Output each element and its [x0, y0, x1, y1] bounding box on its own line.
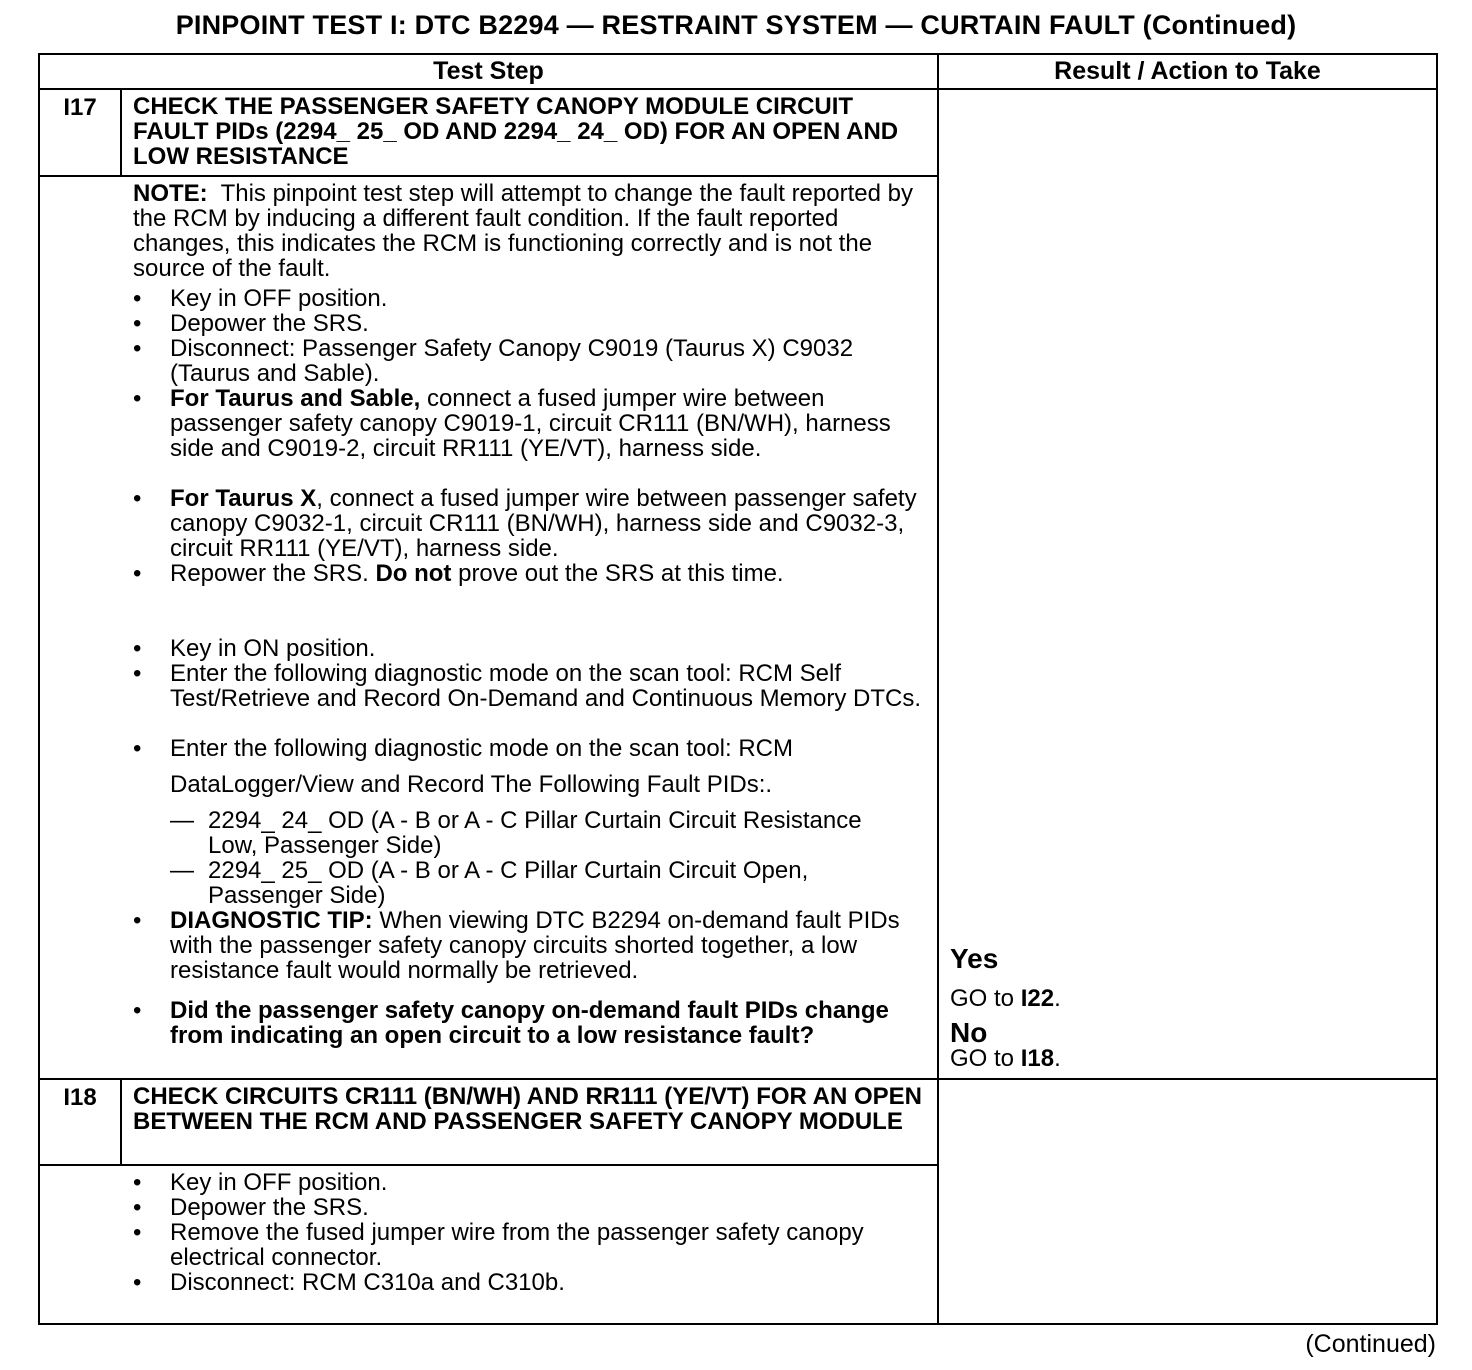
list-item-text: Disconnect: Passenger Safety Canopy C9019 (Taurus X) C9032 (Taurus and Sable).: [170, 335, 854, 387]
goto-link-i22[interactable]: I22: [1020, 985, 1055, 1012]
list-item-text: Depower the SRS.: [170, 310, 369, 337]
diagnostic-tip-label: DIAGNOSTIC TIP:: [170, 907, 373, 934]
step-number-i18: I18: [63, 1084, 97, 1111]
list-item-text: Key in OFF position.: [170, 1169, 388, 1196]
i18-heading-divider: [38, 1164, 938, 1166]
note-text: This pinpoint test step will attempt to change the fault reported by the RCM by inducing a different fault condition. If the fault reported changes, this indicates the RCM is functioning correctly and is not the source of the fault.: [133, 180, 913, 282]
list-item-text: [170, 561, 930, 586]
note-label: NOTE:: [133, 180, 208, 207]
list-item-continuation: DataLogger/View and Record The Following Fault PIDs:.: [170, 771, 773, 798]
bold-label: For Taurus and Sable,: [170, 385, 421, 412]
continued-label: (Continued): [1305, 1330, 1436, 1358]
goto-prefix: GO to: [950, 1045, 1015, 1072]
result-no-action: GO to I18.: [950, 1045, 1061, 1072]
list-item-text: Disconnect: RCM C310a and C310b.: [170, 1269, 565, 1296]
result-yes-action: GO to I22.: [950, 985, 1061, 1012]
header-result: Result / Action to Take: [1054, 57, 1321, 85]
header-test-step: Test Step: [433, 57, 544, 85]
item-body: connect a fused jumper wire between passenger safety canopy C9019-1, circuit CR111 (BN/WH), harness side and C9019-2, circuit RR111 (YE/VT), harness side.: [170, 385, 891, 462]
i18-number-divider: [120, 1079, 122, 1165]
list-item-text: Enter the following diagnostic mode on the scan tool: RCM Self Test/Retrieve and Record On-Demand and Continuous Memory DTCs.: [170, 660, 921, 712]
page-title: PINPOINT TEST I: DTC B2294 — RESTRAINT SYSTEM — CURTAIN FAULT (Continued): [175, 10, 1297, 40]
list-item-text: [170, 908, 930, 983]
goto-link-i18[interactable]: I18: [1020, 1045, 1055, 1072]
column-divider: [937, 53, 939, 1325]
item-body: Repower the SRS.: [170, 560, 369, 587]
step-heading-i18: CHECK CIRCUITS CR111 (BN/WH) AND RR111 (YE/VT) FOR AN OPEN BETWEEN THE RCM AND PASSENGER SAFETY CANOPY MODULE: [133, 1083, 922, 1135]
i17-heading-divider: [38, 175, 938, 177]
step-divider: [38, 1078, 1438, 1080]
list-item-text: [170, 486, 930, 561]
list-item-text: [170, 386, 930, 461]
list-item-text: Remove the fused jumper wire from the passenger safety canopy electrical connector.: [170, 1219, 864, 1271]
note: [133, 181, 923, 281]
question-text: Did the passenger safety canopy on-demand fault PIDs change from indicating an open circuit to a low resistance fault?: [170, 997, 889, 1049]
list-item-text: Key in ON position.: [170, 635, 376, 662]
i17-number-divider: [120, 89, 122, 176]
diagnostic-tip-text: When viewing DTC B2294 on-demand fault PIDs with the passenger safety canopy circuits shorted together, a low resistance fault would normally be retrieved.: [170, 907, 900, 984]
bold-label: For Taurus X: [170, 485, 317, 512]
list-item-text: Key in OFF position.: [170, 285, 388, 312]
step-number-i17: I17: [63, 94, 97, 121]
list-item-text: Depower the SRS.: [170, 1194, 369, 1221]
result-no: No: [950, 1017, 988, 1048]
dash-marker: —: [170, 857, 194, 884]
result-yes: Yes: [950, 943, 999, 974]
step-heading-i17: CHECK THE PASSENGER SAFETY CANOPY MODULE CIRCUIT FAULT PIDs (2294_ 25_ OD AND 2294_ 24_ OD) FOR AN OPEN AND LOW RESISTANCE: [133, 93, 899, 170]
dash-item-text: 2294_ 25_ OD (A - B or A - C Pillar Curtain Circuit Open, Passenger Side): [208, 857, 809, 909]
item-body: prove out the SRS at this time.: [458, 560, 784, 587]
dash-marker: —: [170, 807, 194, 834]
item-body: , connect a fused jumper wire between passenger safety canopy C9032-1, circuit CR111 (BN/WH), harness side and C9032-3, circuit RR111 (YE/VT), harness side.: [170, 485, 917, 562]
goto-prefix: GO to: [950, 985, 1015, 1012]
bold-label: Do not: [375, 560, 452, 587]
dash-item-text: 2294_ 24_ OD (A - B or A - C Pillar Curtain Circuit Resistance Low, Passenger Side): [208, 807, 862, 859]
list-item-text: Enter the following diagnostic mode on the scan tool: RCM: [170, 735, 794, 762]
